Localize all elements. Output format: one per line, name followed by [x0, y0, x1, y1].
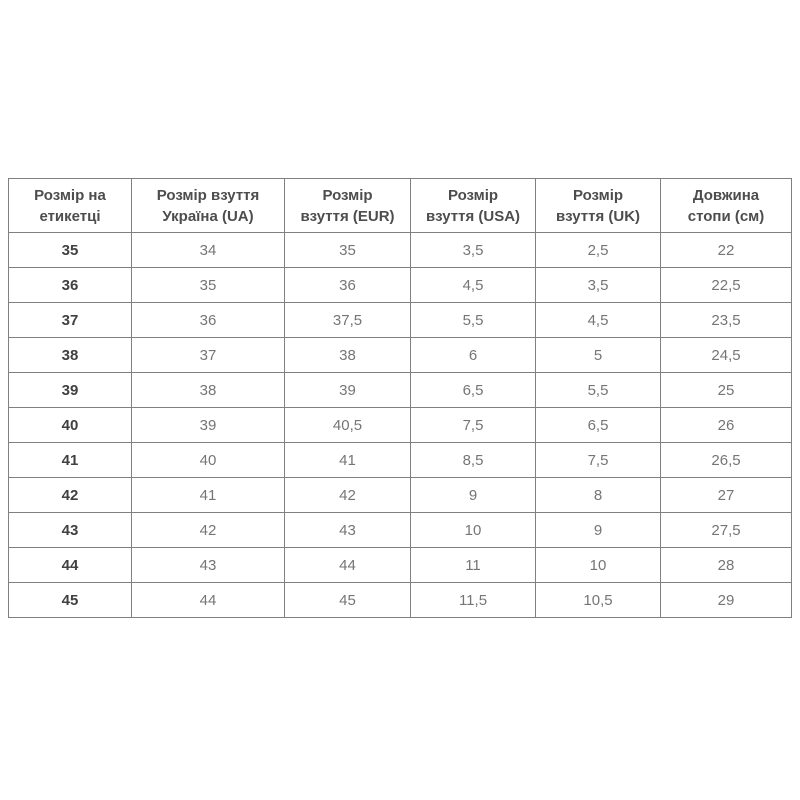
cell-ua-size: 37 [132, 338, 285, 373]
cell-foot-length: 28 [661, 548, 792, 583]
cell-label-size: 36 [9, 268, 132, 303]
col-header-foot-length [661, 179, 792, 233]
cell-usa-size: 6 [411, 338, 536, 373]
table-row [9, 373, 792, 408]
cell-label-size: 40 [9, 408, 132, 443]
header-line: Розмір [322, 186, 373, 204]
cell-label-size: 44 [9, 548, 132, 583]
col-header-ua-size [132, 179, 285, 233]
cell-ua-size: 38 [132, 373, 285, 408]
cell-usa-size: 8,5 [411, 443, 536, 478]
header-row [9, 179, 792, 233]
cell-ua-size: 41 [132, 478, 285, 513]
cell-ua-size: 36 [132, 303, 285, 338]
cell-uk-size: 4,5 [536, 303, 661, 338]
cell-label-size: 39 [9, 373, 132, 408]
col-header-uk-size [536, 179, 661, 233]
cell-eur-size: 35 [285, 233, 411, 268]
cell-uk-size: 10 [536, 548, 661, 583]
table-row [9, 478, 792, 513]
cell-uk-size: 7,5 [536, 443, 661, 478]
cell-foot-length: 29 [661, 583, 792, 618]
header-line: етикетці [39, 207, 101, 225]
cell-usa-size: 11,5 [411, 583, 536, 618]
cell-foot-length: 26 [661, 408, 792, 443]
cell-foot-length: 27,5 [661, 513, 792, 548]
cell-usa-size: 11 [411, 548, 536, 583]
header-line: взуття (UK) [555, 207, 641, 225]
cell-eur-size: 45 [285, 583, 411, 618]
cell-ua-size: 35 [132, 268, 285, 303]
shoe-size-conversion-table [8, 178, 792, 618]
cell-label-size: 41 [9, 443, 132, 478]
table-body [9, 233, 792, 618]
header-line: взуття (USA) [425, 207, 521, 225]
cell-eur-size: 37,5 [285, 303, 411, 338]
cell-uk-size: 2,5 [536, 233, 661, 268]
cell-uk-size: 9 [536, 513, 661, 548]
table-row [9, 513, 792, 548]
table-row [9, 268, 792, 303]
cell-eur-size: 43 [285, 513, 411, 548]
header-line: Розмір взуття [156, 186, 260, 204]
cell-label-size: 37 [9, 303, 132, 338]
cell-eur-size: 44 [285, 548, 411, 583]
table-header [9, 179, 792, 233]
cell-usa-size: 9 [411, 478, 536, 513]
cell-usa-size: 10 [411, 513, 536, 548]
table-row [9, 548, 792, 583]
cell-label-size: 43 [9, 513, 132, 548]
header-line: взуття (EUR) [300, 207, 395, 225]
cell-eur-size: 39 [285, 373, 411, 408]
cell-eur-size: 41 [285, 443, 411, 478]
table-row [9, 408, 792, 443]
col-header-label-size [9, 179, 132, 233]
header-line: Розмір [572, 186, 624, 204]
cell-foot-length: 22 [661, 233, 792, 268]
table-row [9, 443, 792, 478]
cell-foot-length: 24,5 [661, 338, 792, 373]
cell-foot-length: 27 [661, 478, 792, 513]
cell-uk-size: 5 [536, 338, 661, 373]
table-row [9, 303, 792, 338]
cell-uk-size: 6,5 [536, 408, 661, 443]
cell-eur-size: 40,5 [285, 408, 411, 443]
cell-label-size: 42 [9, 478, 132, 513]
cell-ua-size: 43 [132, 548, 285, 583]
shoe-size-table-wrap [8, 178, 792, 618]
cell-eur-size: 42 [285, 478, 411, 513]
cell-usa-size: 7,5 [411, 408, 536, 443]
cell-foot-length: 23,5 [661, 303, 792, 338]
cell-ua-size: 40 [132, 443, 285, 478]
cell-ua-size: 44 [132, 583, 285, 618]
header-line: стопи (см) [687, 207, 765, 225]
header-line: Розмір на [34, 186, 106, 204]
cell-uk-size: 8 [536, 478, 661, 513]
cell-usa-size: 4,5 [411, 268, 536, 303]
header-line: Довжина [692, 186, 760, 204]
cell-usa-size: 3,5 [411, 233, 536, 268]
cell-uk-size: 3,5 [536, 268, 661, 303]
cell-label-size: 35 [9, 233, 132, 268]
col-header-usa-size [411, 179, 536, 233]
cell-uk-size: 10,5 [536, 583, 661, 618]
table-row [9, 338, 792, 373]
cell-ua-size: 34 [132, 233, 285, 268]
cell-foot-length: 26,5 [661, 443, 792, 478]
cell-ua-size: 39 [132, 408, 285, 443]
cell-ua-size: 42 [132, 513, 285, 548]
cell-eur-size: 38 [285, 338, 411, 373]
cell-uk-size: 5,5 [536, 373, 661, 408]
col-header-eur-size [285, 179, 411, 233]
cell-usa-size: 5,5 [411, 303, 536, 338]
table-row [9, 233, 792, 268]
cell-label-size: 45 [9, 583, 132, 618]
cell-foot-length: 22,5 [661, 268, 792, 303]
cell-usa-size: 6,5 [411, 373, 536, 408]
table-row [9, 583, 792, 618]
cell-label-size: 38 [9, 338, 132, 373]
cell-eur-size: 36 [285, 268, 411, 303]
header-line: Розмір [447, 186, 499, 204]
header-line: Україна (UA) [162, 207, 254, 225]
cell-foot-length: 25 [661, 373, 792, 408]
